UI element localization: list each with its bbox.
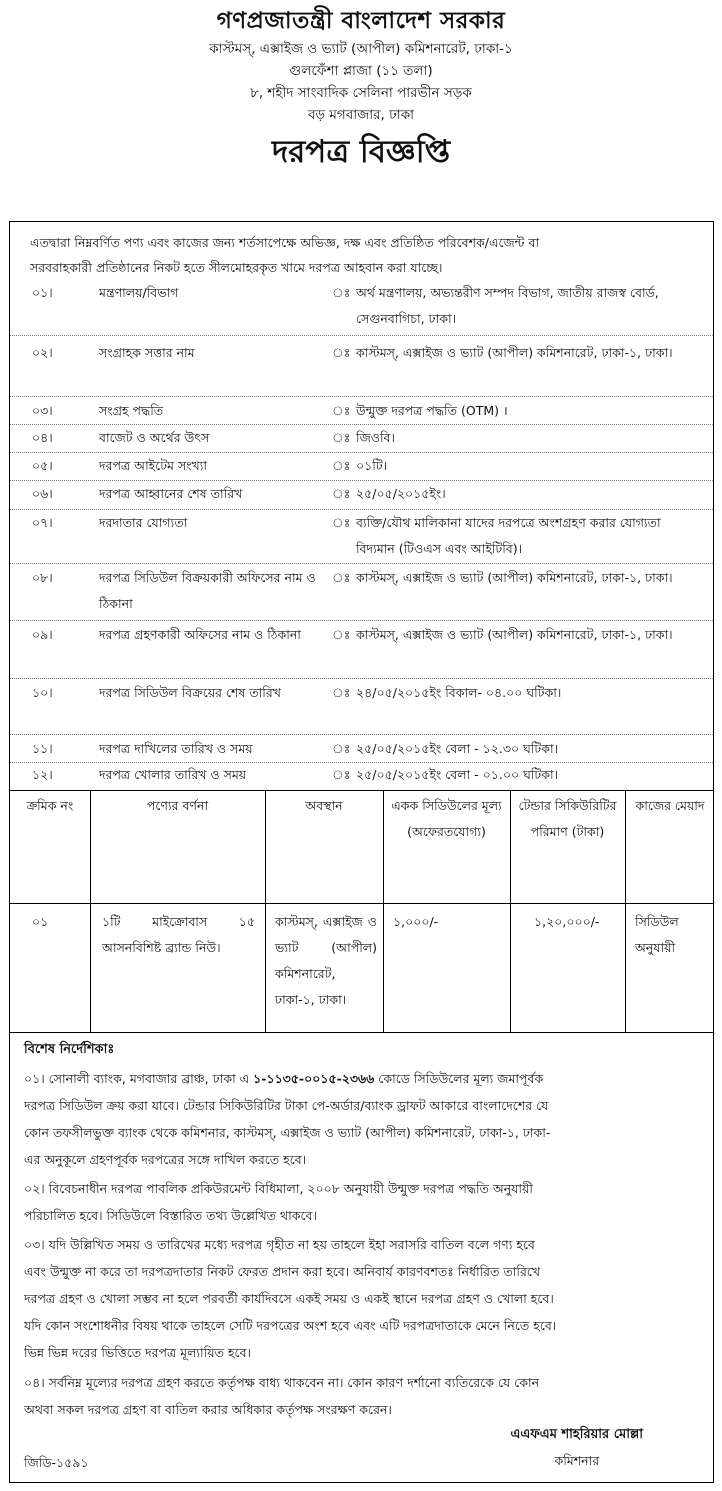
table-header-work-duration: কাজের মেয়াদ <box>635 798 705 813</box>
item-colon: ঃ <box>332 403 351 418</box>
item-value: অর্থ মন্ত্রণালয়, অভ্যন্তরীণ সম্পদ বিভাগ, জাতীয় রাজস্ব বোর্ড, সেগুনবাগিচা, ঢাকা। <box>356 285 659 326</box>
table-cell-work-duration: সিডিউল অনুযায়ী <box>635 914 679 955</box>
instruction-line: ০২। বিবেচনাধীন দরপত্র পাবলিক প্রকিউরমেন্ট বিধিমালা, ২০০৮ অনুযায়ী উন্মুক্ত দরপত্র পদ্ধতি অনুযায়ী <box>24 1181 533 1196</box>
item-number: ০৪। <box>32 430 53 445</box>
signatory-title: কমিশনার <box>554 1453 600 1468</box>
table-header-location: অবস্থান <box>305 798 343 813</box>
instruction-line: যদি কোন সংশোধনীর বিষয় থাকে তাহলে সেটি দরপত্রের অংশ হবে এবং এটি দরপত্রদাতাকে মেনে নিতে হবে। <box>24 1318 557 1333</box>
item-number: ১২। <box>32 767 53 782</box>
item-value: কাস্টমস্, এক্সাইজ ও ভ্যাট (আপীল) কমিশনারেট, ঢাকা-১, ঢাকা। <box>356 570 673 585</box>
instruction-line: দরপত্র গ্রহণ ও খোলা সম্ভব না হলে পরবর্তী কার্যদিবসে একই সময় ও একই স্থানে দরপত্র গ্রহণ ও খোলা হবে। <box>24 1291 554 1306</box>
item-value: কাস্টমস্, এক্সাইজ ও ভ্যাট (আপীল) কমিশনারেট, ঢাকা-১, ঢাকা। <box>356 627 673 642</box>
item-label: দরপত্র সিডিউল বিক্রয়ের শেষ তারিখ <box>99 685 281 700</box>
instruction-line: পরিচালিত হবে। সিডিউলে বিস্তারিত তথ্য উল্লেখিত থাকবে। <box>24 1208 317 1223</box>
row-divider <box>10 620 713 621</box>
instructions-title: বিশেষ নির্দেশিকাঃ <box>24 1042 115 1057</box>
bank-code: ১-১১৩৫-০০১৫-২৩৬৬ <box>253 1071 375 1086</box>
item-label: সংগ্রাহক সত্তার নাম <box>99 345 195 360</box>
item-value: উন্মুক্ত দরপত্র পদ্ধতি (OTM) । <box>356 403 508 418</box>
office-name: কাস্টমস্, এক্সাইজ ও ভ্যাট (আপীল) কমিশনারেট, ঢাকা-১ <box>209 41 513 57</box>
instruction-line: অথবা সকল দরপত্র গ্রহণ বা বাতিল করার অধিকার কর্তৃপক্ষ সংরক্ষণ করেন। <box>24 1402 392 1417</box>
item-number: ০২। <box>32 345 53 360</box>
instruction-line: এবং উন্মুক্ত না করে তা দরপত্রদাতার নিকট ফেরত প্রদান করা হবে। অনিবার্য কারণবশতঃ নির্ধারিত তারিখে <box>24 1264 541 1279</box>
instruction-2 <box>24 1175 703 1229</box>
item-colon: ঃ <box>332 767 351 782</box>
office-road: ৮, শহীদ সাংবাদিক সেলিনা পারভীন সড়ক <box>250 85 472 101</box>
item-colon: ঃ <box>332 486 351 501</box>
special-instructions <box>10 1032 713 1417</box>
notice-header <box>0 0 722 176</box>
item-label: সংগ্রহ পদ্ধতি <box>99 403 164 418</box>
item-number: ০৬। <box>32 486 53 501</box>
row-divider <box>10 396 713 397</box>
table-header-divider <box>10 903 713 904</box>
item-label: দরপত্র আইটেম সংখ্যা <box>99 458 208 473</box>
item-label: দরপত্র খোলার তারিখ ও সময় <box>99 767 247 782</box>
table-header-serial: ক্রমিক নং <box>26 798 74 813</box>
intro-paragraph <box>10 222 713 280</box>
item-number: ১১। <box>32 741 53 756</box>
item-colon: ঃ <box>332 345 351 360</box>
instruction-line: কোন তফসীলভুক্ত ব্যাংক থেকে কমিশনার, কাস্টমস্, এক্সাইজ ও ভ্যাট (আপীল) কমিশনারেট, ঢাকা-১, ঢাকা- <box>24 1125 551 1140</box>
item-label: বাজেট ও অর্থের উৎস <box>99 430 210 445</box>
item-number: ০৩। <box>32 403 53 418</box>
office-building: গুলফেঁশা প্লাজা (১১ তলা) <box>289 63 433 79</box>
table-header-description: পণ্যের বর্ণনা <box>146 798 209 813</box>
instruction-line: দরপত্র সিডিউল ক্রয় করা যাবে। টেন্ডার সিকিউরিটির টাকা পে-অর্ডার/ব্যাংক ড্রাফট আকারে বাংলাদেশের যে <box>24 1098 549 1113</box>
instruction-3 <box>24 1231 703 1366</box>
item-value: ০১টি। <box>356 458 388 473</box>
item-colon: ঃ <box>332 627 351 642</box>
table-header-security-amount: টেন্ডার সিকিউরিটির পরিমাণ (টাকা) <box>518 798 617 839</box>
item-number: ০৮। <box>32 570 53 585</box>
instruction-line <box>24 1065 703 1092</box>
item-number: ০৯। <box>32 627 53 642</box>
table-header-schedule-price: একক সিডিউলের মূল্য (অফেরতযোগ্য) <box>391 798 502 839</box>
item-colon: ঃ <box>332 430 351 445</box>
instruction-line: ০৪। সর্বনিম্ন মূল্যের দরপত্র গ্রহণ করতে কর্তৃপক্ষ বাধ্য থাকবেন না। কোন কারণ দর্শানো ব্যতিরেকে যে কোন <box>24 1375 540 1390</box>
instruction-1 <box>24 1065 703 1173</box>
item-value: কাস্টমস্, এক্সাইজ ও ভ্যাট (আপীল) কমিশনারেট, ঢাকা-১, ঢাকা। <box>356 345 673 360</box>
instruction-text: ০১। সোনালী ব্যাংক, মগবাজার ব্রাঞ্চ, ঢাকা এ <box>24 1071 254 1086</box>
item-label: দরপত্র আহ্বানের শেষ তারিখ <box>99 486 243 501</box>
item-colon: ঃ <box>332 685 351 700</box>
row-divider <box>10 678 713 679</box>
signatory-name: এএফএম শাহরিয়ার মোল্লা <box>510 1427 643 1442</box>
item-number: ০১। <box>32 285 53 300</box>
table-cell-security-amount: ১,২০,০০০/- <box>534 914 600 929</box>
notice-title: দরপত্র বিজ্ঞপ্তি <box>271 134 451 170</box>
gd-number: জিডি-১৫৯১ <box>24 1455 89 1470</box>
item-value: ২৫/০৫/২০১৫ইং বেলা - ০১.০০ ঘটিকা। <box>356 767 559 782</box>
item-label: দরপত্র সিডিউল বিক্রয়কারী অফিসের নাম ও ঠিকানা <box>99 570 316 611</box>
item-colon: ঃ <box>332 570 351 585</box>
item-colon: ঃ <box>332 515 351 530</box>
item-value: ২৪/০৫/২০১৫ইং বিকাল- ০৪.০০ ঘটিকা। <box>356 685 562 700</box>
item-value: জিওবি। <box>356 430 395 445</box>
item-value: ২৫/০৫/২০১৫ইং বেলা - ১২.৩০ ঘটিকা। <box>356 741 559 756</box>
instruction-line: ভিন্ন ভিন্ন দরের ভিত্তিতে দরপত্র মূল্যায়িত হবে। <box>24 1345 251 1360</box>
row-divider <box>10 734 713 735</box>
item-number: ১০। <box>32 685 53 700</box>
office-area: বড় মগবাজার, ঢাকা <box>307 107 415 123</box>
intro-line: এতদ্বারা নিম্নবর্ণিত পণ্য এবং কাজের জন্য শর্তসাপেক্ষে অভিজ্ঞ, দক্ষ এবং প্রতিষ্ঠিত পরিবেশক/এজেন্ট বা <box>30 235 540 250</box>
signature-block <box>511 1422 643 1474</box>
item-colon: ঃ <box>332 285 351 300</box>
government-name: গণপ্রজাতন্ত্রী বাংলাদেশ সরকার <box>216 8 506 34</box>
intro-line: সরবরাহকারী প্রতিষ্ঠানের নিকট হতে সীলমোহরকৃত খামে দরপত্র আহবান করা যাচ্ছে। <box>30 260 443 275</box>
row-divider <box>10 563 713 564</box>
notice-frame <box>9 221 714 1483</box>
tender-table <box>10 790 713 1007</box>
table-cell-location: কাস্টমস্, এক্সাইজ ও ভ্যাট (আপীল) কমিশনারেট, ঢাকা-১, ঢাকা। <box>275 914 377 1007</box>
item-value: ২৫/০৫/২০১৫ইং। <box>356 486 446 501</box>
item-number: ০৭। <box>32 515 53 530</box>
table-cell-serial: ০১ <box>32 914 49 929</box>
instruction-text: কোডে সিডিউলের মূল্য জমাপূর্বক <box>374 1071 544 1086</box>
table-cell-description: ১টি মাইক্রোবাস ১৫ আসনবিশিষ্ট ব্র্যান্ড নিউ। <box>102 914 255 955</box>
item-label: দরপত্র গ্রহণকারী অফিসের নাম ও ঠিকানা <box>99 627 301 642</box>
item-colon: ঃ <box>332 458 351 473</box>
instruction-4 <box>24 1369 703 1423</box>
item-colon: ঃ <box>332 741 351 756</box>
table-cell-schedule-price: ১,০০০/- <box>393 914 439 929</box>
item-label: দরদাতার যোগ্যতা <box>99 515 188 530</box>
item-value: ব্যক্তি/যৌথ মালিকানা যাদের দরপত্রে অংশগ্রহণ করার যোগ্যতা বিদ্যমান (টিওএস এবং আইটিবি)। <box>356 515 661 556</box>
instruction-line: ০৩। যদি উল্লিখিত সময় ও তারিখের মধ্যে দরপত্র গৃহীত না হয় তাহলে ইহা সরাসরি বাতিল বলে গণ্য হবে <box>24 1237 535 1252</box>
item-number: ০৫। <box>32 458 53 473</box>
item-label: দরপত্র দাখিলের তারিখ ও সময় <box>99 741 253 756</box>
row-divider <box>10 335 713 336</box>
instruction-line: এর অনুকূলে গ্রহণপূর্বক দরপত্রের সঙ্গে দাখিল করতে হবে। <box>24 1152 307 1167</box>
item-label: মন্ত্রণালয়/বিভাগ <box>99 285 179 300</box>
